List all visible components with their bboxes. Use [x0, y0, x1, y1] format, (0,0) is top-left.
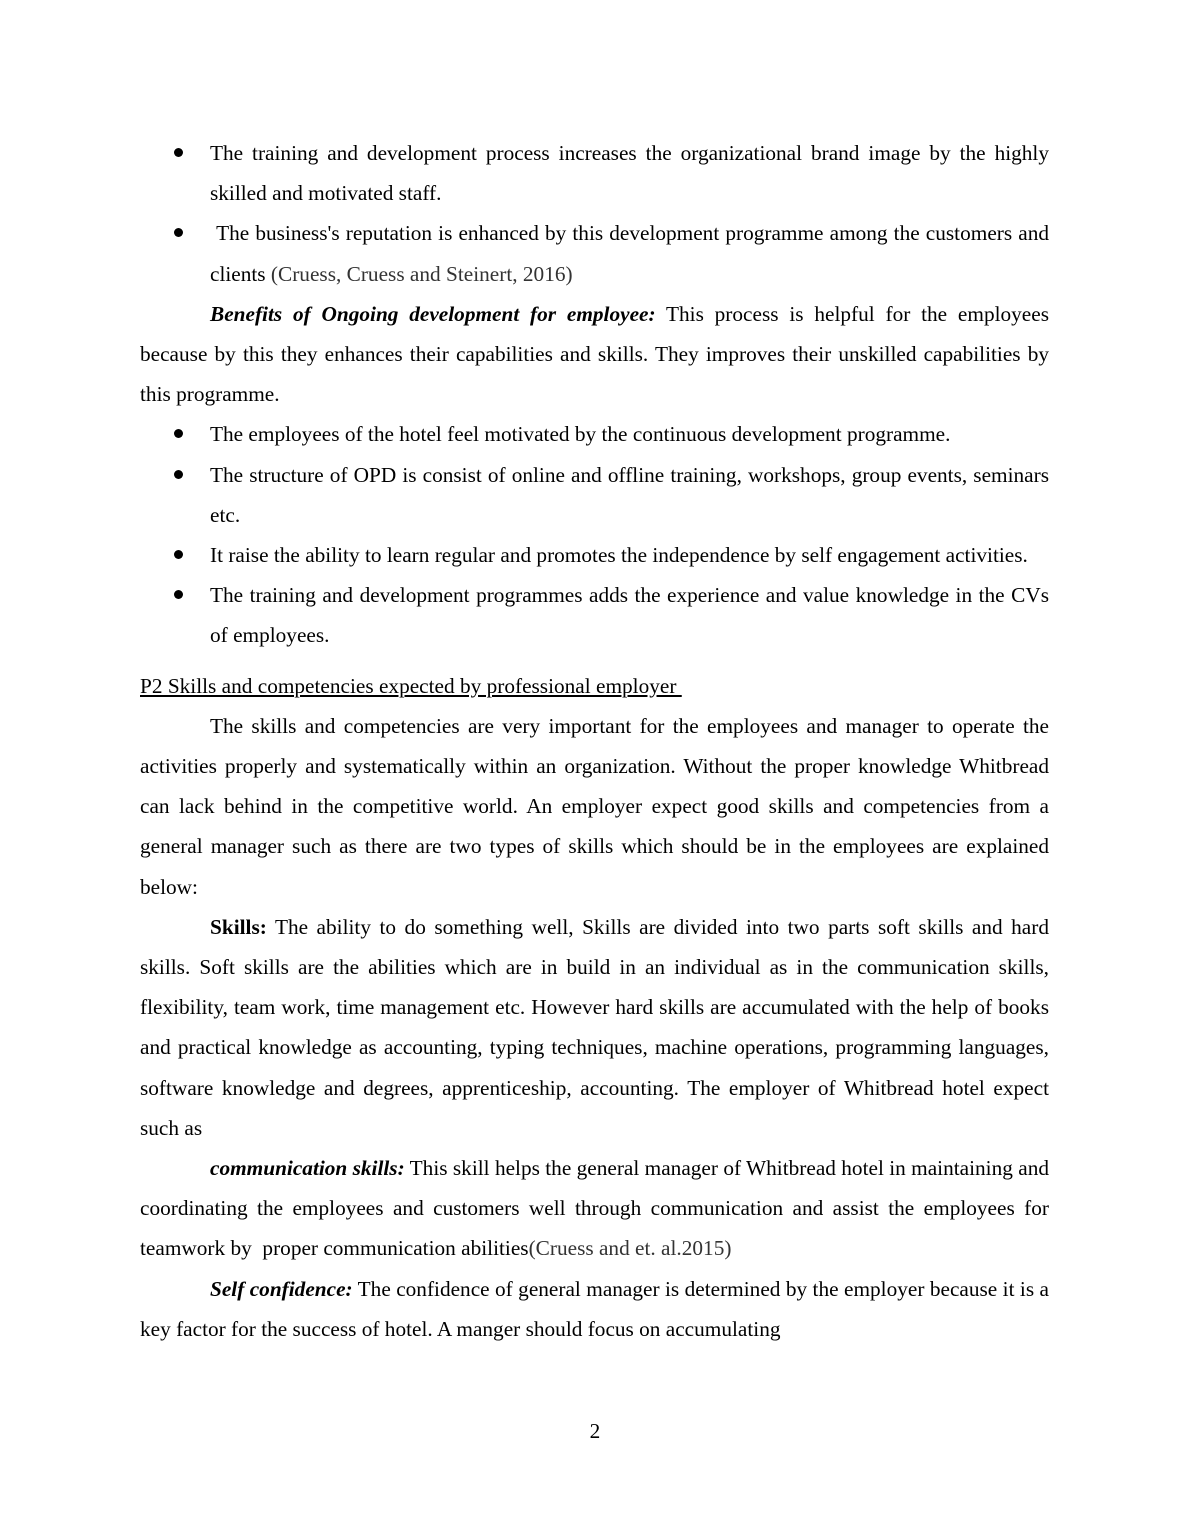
- citation: (Cruess, Cruess and Steinert, 2016): [270, 261, 573, 286]
- benefits-body: This process is helpful for the employees because by this they enhances their capabilities and skills. They improves their unskilled capabilities by this programme.: [140, 301, 1050, 407]
- benefits-paragraph: [140, 294, 1049, 415]
- bullet-icon: [174, 550, 183, 559]
- bullet-text: It raise the ability to learn regular and promotes the independence by self engagement activities.: [210, 543, 1028, 568]
- list-item: [140, 213, 1055, 293]
- bullet-text: The employees of the hotel feel motivated by the continuous development programme.: [210, 422, 951, 447]
- bullet-text: The training and development programmes adds the experience and value knowledge in the CVs of employees.: [210, 583, 1060, 648]
- bullet-icon: [174, 470, 183, 479]
- list-item: [140, 535, 1049, 575]
- bullet-text: The business's reputation is enhanced by this development programme among the customers and clients: [210, 221, 1055, 286]
- list-item: [140, 455, 1049, 535]
- document-page: [140, 133, 1060, 1349]
- bullet-icon: [174, 429, 183, 438]
- bullet-text: The structure of OPD is consist of online and offline training, workshops, group events, seminars etc.: [210, 462, 1049, 527]
- communication-paragraph: [140, 1148, 1055, 1269]
- list-item: [140, 575, 1060, 655]
- bullet-list-benefits: [140, 414, 1060, 655]
- self-confidence-paragraph: [140, 1269, 1049, 1349]
- bullet-icon: [174, 148, 183, 157]
- list-item: [140, 133, 1049, 213]
- bullet-text: The training and development process increases the organizational brand image by the highly skilled and motivated staff.: [210, 141, 1049, 206]
- section-heading: P2 Skills and competencies expected by professional employer: [140, 673, 682, 698]
- self-confidence-body: The confidence of general manager is determined by the employer because it is a key factor for the success of hotel. A manger should focus on accumulating: [140, 1276, 1049, 1341]
- skills-paragraph: [140, 907, 1049, 1148]
- benefits-label: Benefits of Ongoing development for employee:: [210, 301, 656, 326]
- communication-body: This skill helps the general manager of Whitbread hotel in maintaining and coordinating the employees and customers well through communication and assist the employees for teamwork by proper communication abilities: [140, 1156, 1055, 1261]
- communication-label: communication skills:: [210, 1156, 405, 1181]
- page-number: 2: [589, 1419, 601, 1443]
- list-item: [140, 414, 1049, 454]
- skills-label: Skills:: [210, 914, 267, 939]
- bullet-icon: [174, 590, 183, 599]
- skills-body: The ability to do something well, Skills are divided into two parts soft skills and hard skills. Soft skills are the abilities which are in build in an individual as in the communication skills, flexibility, team work, time management etc. However hard skills are accumulated with the help of books and practical knowledge as accounting, typing techniques, machine operations, programming languages, software knowledge and degrees, apprenticeship, accounting. The employer of Whitbread hotel expect such as: [140, 914, 1049, 1140]
- bullet-list-brand: [140, 133, 1055, 294]
- bullet-icon: [174, 228, 183, 237]
- intro-paragraph: The skills and competencies are very important for the employees and manager to operate the activities properly and systematically within an organization. Without the proper knowledge Whitbread can lack behind in the competitive world. An employer expect good skills and competencies from a general manager such as there are two types of skills which should be in the employees are explained below:: [140, 713, 1049, 899]
- self-confidence-label: Self confidence:: [210, 1276, 353, 1301]
- citation: (Cruess and et. al.2015): [528, 1236, 732, 1261]
